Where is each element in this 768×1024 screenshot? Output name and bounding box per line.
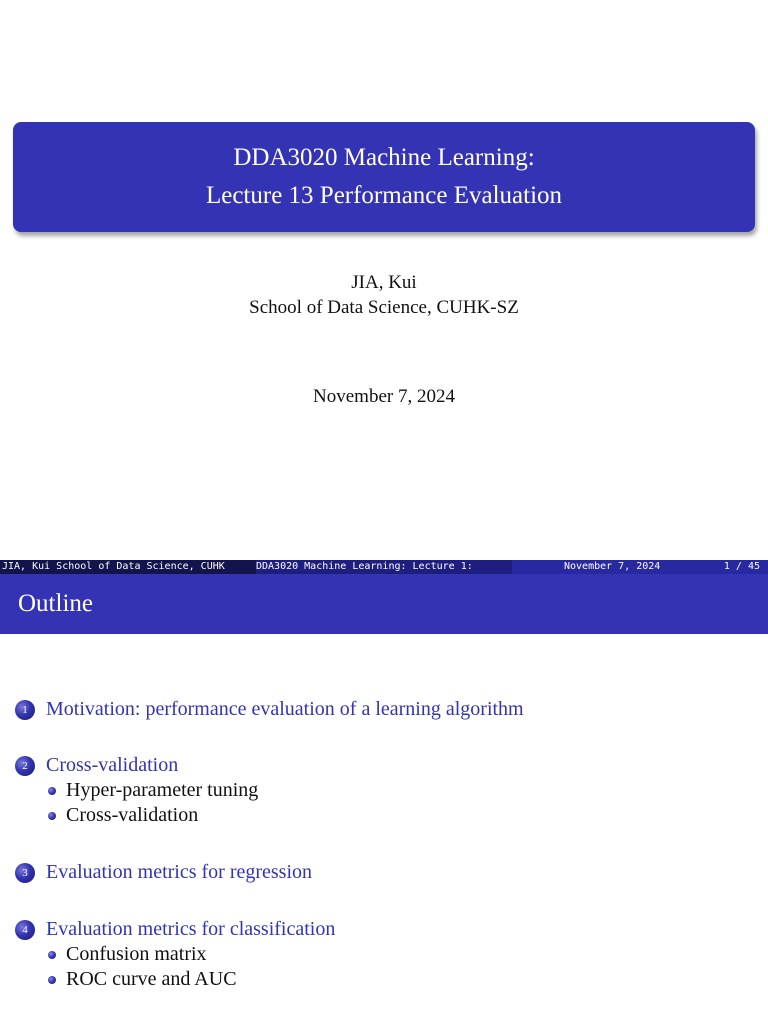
toc-section-label: Evaluation metrics for regression bbox=[46, 861, 313, 883]
author-name: JIA, Kui bbox=[351, 272, 417, 293]
toc-subsection[interactable] bbox=[48, 943, 207, 966]
table-of-contents bbox=[0, 634, 768, 1024]
toc-subsection[interactable] bbox=[48, 779, 258, 802]
footer-author-institute: JIA, Kui School of Data Science, CUHK bbox=[0, 560, 256, 574]
section-number-ball: 3 bbox=[15, 863, 35, 883]
toc-section-label: Cross-validation bbox=[46, 754, 179, 776]
toc-subsection-label: Hyper-parameter tuning bbox=[66, 779, 259, 801]
toc-section-4[interactable] bbox=[15, 918, 335, 941]
footer-date: November 7, 2024 bbox=[564, 561, 661, 572]
section-number-ball: 1 bbox=[15, 700, 35, 720]
lecture-title-line-1: DDA3020 Machine Learning: bbox=[233, 144, 535, 171]
footer-right bbox=[512, 560, 768, 574]
presentation-date: November 7, 2024 bbox=[313, 386, 455, 407]
title-box bbox=[13, 122, 755, 232]
toc-subsection-label: ROC curve and AUC bbox=[66, 968, 237, 990]
author-affiliation: School of Data Science, CUHK-SZ bbox=[249, 297, 519, 318]
bullet-icon bbox=[48, 787, 56, 795]
author-block bbox=[0, 270, 768, 320]
section-number-ball: 4 bbox=[15, 920, 35, 940]
footer-page-number: 1 / 45 bbox=[723, 561, 760, 572]
toc-subsection-label: Cross-validation bbox=[66, 804, 199, 826]
toc-section-2[interactable] bbox=[15, 754, 178, 777]
toc-section-label: Motivation: performance evaluation of a learning algorithm bbox=[46, 698, 524, 720]
bullet-icon bbox=[48, 951, 56, 959]
toc-subsection-label: Confusion matrix bbox=[66, 943, 207, 965]
toc-subsection[interactable] bbox=[48, 804, 198, 827]
bullet-icon bbox=[48, 812, 56, 820]
bullet-icon bbox=[48, 976, 56, 984]
toc-section-3[interactable] bbox=[15, 861, 312, 884]
toc-subsection[interactable] bbox=[48, 968, 237, 991]
footer-bar bbox=[0, 560, 768, 574]
footer-short-title: DDA3020 Machine Learning: Lecture 1: bbox=[256, 560, 512, 574]
frame-title-bar bbox=[0, 574, 768, 634]
toc-section-1[interactable] bbox=[15, 698, 524, 721]
toc-section-label: Evaluation metrics for classification bbox=[46, 918, 336, 940]
frame-title: Outline bbox=[18, 590, 93, 617]
lecture-title-line-2: Lecture 13 Performance Evaluation bbox=[205, 182, 563, 209]
section-number-ball: 2 bbox=[15, 756, 35, 776]
